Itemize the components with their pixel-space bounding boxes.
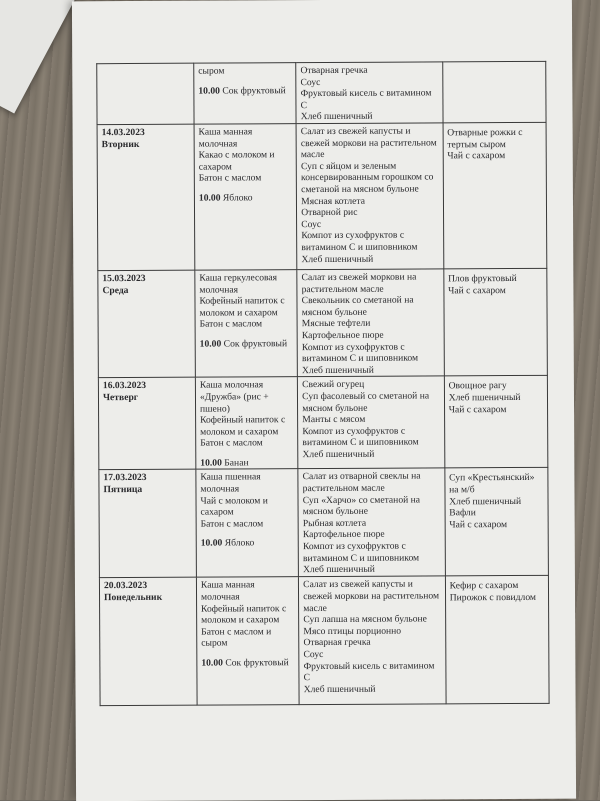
breakfast-item: Каша геркулесовая молочная: [199, 272, 292, 296]
day-cell: [99, 470, 197, 579]
day-date: 20.03.2023: [104, 580, 192, 592]
snack-line: [201, 657, 294, 669]
dinner-item: Пирожок с повидлом: [450, 592, 544, 604]
lunch-item: Фруктовый кисель с витамином С: [304, 660, 442, 684]
breakfast-item: Каша манная молочная: [199, 126, 292, 150]
menu-day-row: [97, 122, 547, 270]
lunch-item: Фруктовый кисель с витамином С: [301, 88, 439, 112]
breakfast-item: Кофейный напиток с молоком и сахаром: [199, 295, 292, 319]
snack-time: 10.00: [201, 658, 223, 669]
lunch-item: Картофельное пюре: [302, 329, 440, 341]
lunch-cell: [296, 123, 443, 270]
lunch-item: Суп «Харчо» со сметаной на мясном бульоне: [303, 494, 441, 518]
snack-line: [199, 192, 292, 204]
day-cell: [98, 270, 196, 378]
menu-sheet: [72, 0, 576, 801]
day-cell: [97, 124, 195, 271]
lunch-item: Хлеб пшеничный: [304, 683, 442, 695]
day-date: 14.03.2023: [102, 127, 190, 139]
day-weekday: Четверг: [103, 392, 191, 404]
breakfast-item: Кофейный напиток с молоком и сахаром: [200, 414, 293, 438]
snack-item: Сок фруктовый: [225, 657, 289, 668]
lunch-item: Манты с мясом: [302, 413, 440, 425]
day-weekday: Понедельник: [104, 592, 192, 604]
lunch-item: Соус: [301, 218, 439, 230]
menu-table: [96, 61, 549, 707]
lunch-item: Мясные тефтели: [302, 318, 440, 330]
day-weekday: Вторник: [102, 138, 190, 150]
breakfast-cell: [196, 469, 299, 578]
snack-time: 10.00: [201, 538, 223, 549]
dinner-item: Чай с сахаром: [448, 284, 542, 296]
lunch-item: Салат из свежей моркови на растительном масле: [302, 271, 440, 295]
menu-table-body: [97, 61, 549, 706]
breakfast-item: сыром: [198, 65, 291, 77]
snack-line: [200, 338, 293, 350]
snack-time: 10.00: [198, 85, 220, 96]
dinner-item: Хлеб пшеничный: [449, 392, 543, 404]
lunch-cell: [298, 376, 445, 469]
breakfast-item: Батон с маслом: [200, 437, 293, 449]
snack-line: [198, 85, 291, 97]
lunch-item: Салат из свежей капусты и свежей моркови на растительном масле: [301, 125, 439, 161]
dinner-item: Хлеб пшеничный: [449, 496, 543, 508]
day-date: 15.03.2023: [102, 273, 190, 285]
lunch-item: Салат из свежей капусты и свежей моркови на растительном масле: [303, 579, 441, 615]
lunch-item: Компот из сухофруктов с витамином С и шиповником: [301, 230, 439, 254]
lunch-item: Хлеб пшеничный: [302, 364, 440, 376]
breakfast-cell: [196, 577, 299, 706]
day-weekday: Среда: [102, 284, 190, 296]
lunch-item: Хлеб пшеничный: [301, 253, 439, 265]
breakfast-cell: [195, 270, 298, 378]
snack-line: [200, 457, 293, 469]
breakfast-item: Батон с маслом: [200, 319, 293, 331]
lunch-cell: [298, 468, 445, 577]
dinner-cell: [445, 576, 549, 705]
lunch-item: Хлеб пшеничный: [303, 564, 441, 576]
breakfast-item: Батон с маслом и сыром: [201, 626, 294, 650]
dinner-cell: [444, 376, 548, 469]
snack-time: 10.00: [200, 338, 222, 349]
breakfast-item: Каша молочная «Дружба» (рис + пшено): [200, 379, 293, 414]
lunch-cell: [299, 576, 446, 705]
breakfast-item: Кофейный напиток с молоком и сахаром: [201, 603, 294, 627]
day-date: 16.03.2023: [103, 380, 191, 392]
lunch-item: Свекольник со сметаной на мясном бульоне: [302, 295, 440, 319]
lunch-item: Суп фасолевый со сметаной на мясном бульоне: [302, 390, 440, 414]
breakfast-item: Чай с молоком и сахаром: [200, 495, 293, 519]
dinner-cell: [445, 468, 549, 577]
breakfast-item: Каша манная молочная: [201, 580, 294, 604]
snack-time: 10.00: [199, 192, 221, 203]
dinner-item: Чай с сахаром: [449, 403, 543, 415]
menu-day-row: [98, 268, 548, 378]
snack-item: Яблоко: [223, 192, 253, 203]
breakfast-item: Каша пшенная молочная: [200, 472, 293, 496]
lunch-item: Мясо птицы порционно: [303, 625, 441, 637]
snack-item: Сок фруктовый: [224, 338, 288, 349]
menu-day-row: [98, 376, 547, 471]
breakfast-item: Батон с маслом: [199, 173, 292, 185]
dinner-item: Кефир с сахаром: [450, 580, 544, 592]
menu-day-row: [99, 468, 549, 578]
lunch-item: Отварной рис: [301, 207, 439, 219]
menu-day-row: [97, 61, 546, 124]
day-cell: [97, 63, 194, 124]
menu-day-row: [99, 576, 549, 706]
dinner-cell: [442, 61, 546, 123]
snack-item: Банан: [224, 457, 248, 468]
snack-time: 10.00: [200, 457, 222, 468]
lunch-item: Свежий огурец: [302, 379, 440, 391]
day-cell: [99, 578, 197, 707]
lunch-item: Соус: [303, 648, 441, 660]
breakfast-cell: [194, 124, 297, 271]
dinner-item: Отварные рожки с тертым сыром: [447, 127, 541, 151]
snack-item: Яблоко: [225, 538, 255, 549]
lunch-item: Салат из отварной свеклы на растительном масле: [303, 471, 441, 495]
dinner-cell: [444, 268, 548, 376]
lunch-item: Компот из сухофруктов с витамином С и шиповником: [303, 540, 441, 564]
lunch-cell: [297, 269, 444, 377]
lunch-item: Рыбная котлета: [303, 517, 441, 529]
lunch-item: Отварная гречка: [303, 637, 441, 649]
lunch-item: Компот из сухофруктов с витамином С и шиповником: [302, 341, 440, 365]
dinner-item: Овощное рагу: [449, 380, 543, 392]
day-weekday: Пятница: [103, 484, 191, 496]
lunch-item: Картофельное пюре: [303, 529, 441, 541]
dinner-item: Чай с сахаром: [447, 150, 541, 162]
dinner-item: Суп «Крестьянский» на м/б: [449, 472, 543, 496]
lunch-item: Хлеб пшеничный: [302, 448, 440, 460]
day-cell: [98, 377, 195, 470]
dinner-item: Вафли: [449, 507, 543, 519]
day-date: 17.03.2023: [103, 472, 191, 484]
lunch-item: Хлеб пшеничный: [301, 111, 439, 123]
snack-item: Сок фруктовый: [222, 85, 286, 96]
dinner-item: Чай с сахаром: [449, 519, 543, 531]
lunch-item: Отварная гречка: [300, 64, 438, 76]
lunch-item: Мясная котлета: [301, 195, 439, 207]
dinner-item: Плов фруктовый: [448, 273, 542, 285]
lunch-item: Компот из сухофруктов с витамином С и шиповником: [302, 425, 440, 449]
dinner-cell: [443, 122, 547, 269]
lunch-cell: [296, 62, 443, 124]
snack-line: [201, 538, 294, 550]
lunch-item: Суп лапша на мясном бульоне: [303, 614, 441, 626]
breakfast-cell: [195, 377, 298, 470]
lunch-item: Суп с яйцом и зеленым консервированным горошком со сметаной на мясном бульоне: [301, 160, 439, 196]
breakfast-item: Батон с маслом: [201, 518, 294, 530]
breakfast-item: Какао с молоком и сахаром: [199, 149, 292, 173]
breakfast-cell: [194, 63, 297, 125]
lunch-item: Соус: [300, 76, 438, 88]
